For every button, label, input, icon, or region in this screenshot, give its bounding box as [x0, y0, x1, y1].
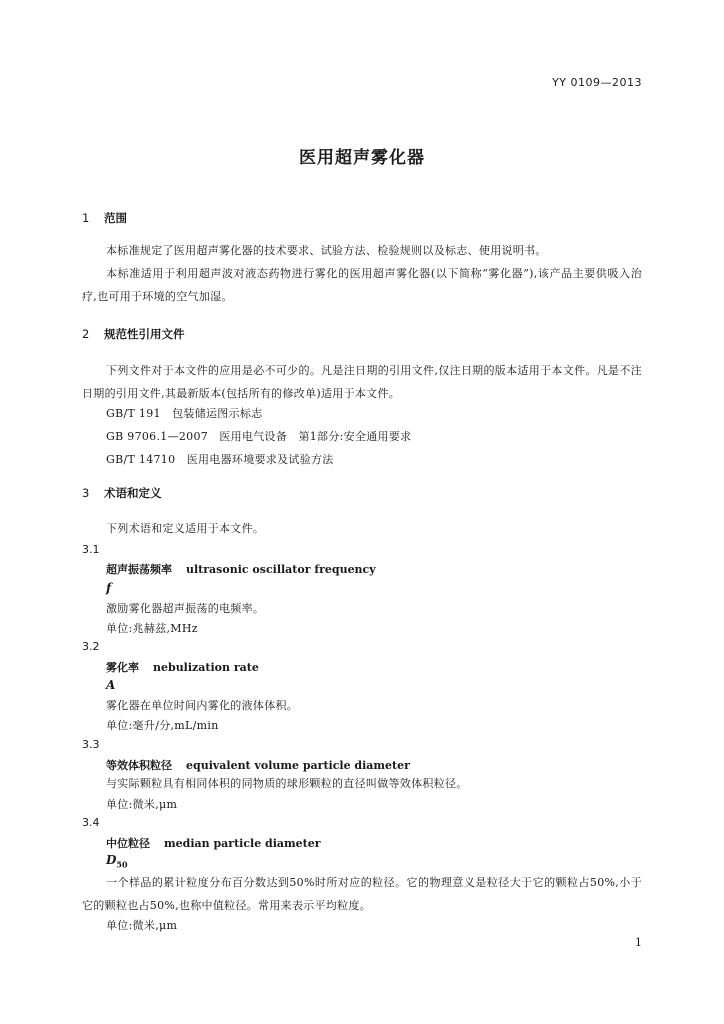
clause-number: 3.4 — [82, 816, 100, 829]
section-1-heading — [82, 210, 127, 226]
term-chinese: 等效体积粒径 — [106, 759, 172, 772]
section-title: 规范性引用文件 — [104, 327, 185, 341]
reference-item: GB/T 14710 医用电器环境要求及试验方法 — [106, 453, 334, 466]
section-number: 3 — [82, 486, 90, 500]
section-number: 2 — [82, 327, 90, 341]
term-unit: 单位:兆赫兹,MHz — [106, 622, 198, 635]
term-heading — [106, 835, 321, 851]
term-definition: 雾化器在单位时间内雾化的液体体积。 — [106, 699, 299, 712]
term-chinese: 超声振荡频率 — [106, 563, 172, 576]
section-1-paragraph-1: 本标准规定了医用超声雾化器的技术要求、试验方法、检验规则以及标志、使用说明书。 — [106, 244, 547, 257]
term-unit: 单位:微米,μm — [106, 798, 178, 811]
term-symbol: $D_{50}$ — [106, 853, 128, 870]
section-3-intro: 下列术语和定义适用于本文件。 — [106, 522, 265, 535]
term-definition: 一个样品的累计粒度分布百分数达到50%时所对应的粒径。它的物理意义是粒径大于它的颗粒占50%,小于它的颗粒也占50%,也称中值粒径。常用来表示平均粒度。 — [82, 876, 642, 912]
term-english: ultrasonic oscillator frequency — [186, 563, 376, 576]
term-english: nebulization rate — [153, 661, 259, 674]
term-chinese: 中位粒径 — [106, 837, 150, 850]
term-symbol: A — [106, 678, 116, 692]
section-2-paragraph-1: 下列文件对于本文件的应用是必不可少的。凡是注日期的引用文件,仅注日期的版本适用于本文件。凡是不注日期的引用文件,其最新版本(包括所有的修改单)适用于本文件。 — [82, 364, 642, 400]
section-1-paragraph-2: 本标准适用于利用超声波对液态药物进行雾化的医用超声雾化器(以下简称“雾化器”),该产品主要供吸入治疗,也可用于环境的空气加湿。 — [82, 267, 642, 303]
term-heading — [106, 659, 259, 675]
clause-number: 3.3 — [82, 738, 100, 751]
term-chinese: 雾化率 — [106, 661, 139, 674]
standard-code: YY 0109—2013 — [552, 76, 642, 89]
term-unit: 单位:微米,μm — [106, 919, 178, 932]
term-definition: 与实际颗粒具有相同体积的同物质的球形颗粒的直径叫做等效体积粒径。 — [106, 777, 468, 790]
term-unit: 单位:毫升/分,mL/min — [106, 719, 219, 732]
page-number: 1 — [635, 936, 642, 949]
term-definition: 激励雾化器超声振荡的电频率。 — [106, 602, 265, 615]
section-3-heading — [82, 485, 162, 501]
term-heading — [106, 757, 410, 773]
term-english: equivalent volume particle diameter — [186, 759, 410, 772]
section-2-heading — [82, 326, 185, 342]
page-title: 医用超声雾化器 — [299, 148, 425, 168]
term-english: median particle diameter — [164, 837, 321, 850]
section-title: 术语和定义 — [104, 486, 162, 500]
clause-number: 3.1 — [82, 543, 100, 556]
term-heading — [106, 561, 376, 577]
reference-item: GB 9706.1—2007 医用电气设备 第1部分:安全通用要求 — [106, 430, 412, 443]
clause-number: 3.2 — [82, 640, 100, 653]
reference-item: GB/T 191 包装储运图示标志 — [106, 407, 263, 420]
section-number: 1 — [82, 211, 90, 225]
term-symbol: f — [106, 581, 112, 595]
section-title: 范围 — [104, 211, 127, 225]
